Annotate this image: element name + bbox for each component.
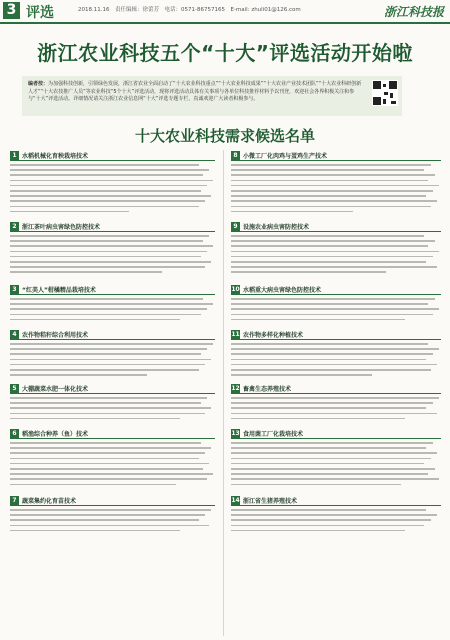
article-header bbox=[231, 221, 441, 232]
article-title: “红美人”柑橘精品栽培技术 bbox=[22, 286, 96, 294]
article-body-text bbox=[231, 298, 441, 320]
page-header bbox=[0, 0, 450, 24]
editor-note-text bbox=[28, 81, 362, 104]
article-title: 浙江省生猪养殖技术 bbox=[243, 497, 298, 505]
article bbox=[231, 383, 441, 423]
article bbox=[231, 284, 441, 324]
article-number: 6 bbox=[10, 429, 19, 438]
article-number: 5 bbox=[10, 384, 19, 393]
editor-note bbox=[22, 76, 402, 116]
article-title: 设施农业病虫害防控技术 bbox=[243, 223, 310, 231]
article-header bbox=[231, 495, 441, 506]
article-title: 蔬菜集约化育苗技术 bbox=[22, 497, 77, 505]
article-body-text bbox=[231, 235, 441, 273]
article-header bbox=[10, 150, 215, 161]
article-header bbox=[231, 383, 441, 394]
newspaper-name: 浙江科技报 bbox=[383, 5, 444, 19]
article-title: 水稻重大病虫害绿色防控技术 bbox=[243, 286, 322, 294]
article-title: 稻渔综合种养（鱼）技术 bbox=[22, 430, 89, 438]
article-title: 浙江茶叶病虫害绿色防控技术 bbox=[22, 223, 101, 231]
editor-note-label: 编者按： bbox=[28, 81, 49, 87]
article bbox=[10, 221, 215, 277]
article bbox=[10, 428, 215, 489]
column-divider bbox=[223, 150, 224, 636]
article-header bbox=[231, 284, 441, 295]
article-number: 13 bbox=[231, 429, 240, 437]
article-number: 2 bbox=[10, 222, 19, 231]
article bbox=[231, 150, 441, 216]
article-title: 水稻机械化育秧栽培技术 bbox=[22, 152, 89, 160]
article-body-text bbox=[231, 509, 441, 531]
article bbox=[10, 495, 215, 535]
article-body-text bbox=[231, 164, 441, 212]
article bbox=[10, 329, 215, 379]
article-body-text bbox=[231, 442, 441, 485]
article bbox=[231, 329, 441, 379]
article bbox=[231, 221, 441, 277]
article-title: 小微工厂化肉鸡与蛋鸡生产技术 bbox=[243, 152, 328, 160]
article-body-text bbox=[10, 235, 215, 273]
article bbox=[231, 428, 441, 489]
article-body-text bbox=[10, 442, 215, 485]
article bbox=[10, 284, 215, 324]
article-body-text bbox=[10, 397, 215, 419]
article-header bbox=[10, 221, 215, 232]
article-number: 12 bbox=[231, 384, 240, 392]
header-meta: 2018.11.16 责任编辑：徐蕾芳 电话：0571-86757165 E-mail: zhuli01@126.com bbox=[78, 7, 301, 13]
article-number: 1 bbox=[10, 151, 19, 160]
article-body-text bbox=[10, 343, 215, 376]
article-number: 9 bbox=[231, 222, 240, 231]
article-number: 7 bbox=[10, 496, 19, 505]
article-number: 14 bbox=[231, 496, 240, 504]
page-title: 浙江农业科技五个“十大”评选活动开始啦 bbox=[37, 41, 413, 65]
article-header bbox=[10, 329, 215, 340]
article-title: 大棚蔬菜水肥一体化技术 bbox=[22, 385, 89, 393]
section-subtitle: 十大农业科技需求候选名单 bbox=[134, 127, 315, 145]
qr-code-icon bbox=[372, 80, 398, 106]
article-header bbox=[10, 284, 215, 295]
article-body-text bbox=[10, 164, 215, 212]
article-header bbox=[10, 495, 215, 506]
article-body-text bbox=[231, 343, 441, 376]
article-body-text bbox=[10, 298, 215, 320]
article-number: 4 bbox=[10, 330, 19, 339]
article-number: 11 bbox=[231, 330, 240, 338]
article-number: 8 bbox=[231, 151, 240, 160]
article-header bbox=[231, 329, 441, 340]
editor-note-body: 为加强科技创新，引领绿色发展，浙江省农业全面启动了“十大农业科技重点”“十大农业科技成果”“十大农业产业技术团队”“十大农业科研创新人才”“十大农技推广人员”等农业科技“5个十大”评选活动，现将评选活动具体有关事项与各单位科技推荐材料予以刊登，欢迎社会各界积极关注和参与“十大”评选活动。详细情况请关注浙江农业信息网“十大”评选专题专栏，真诚欢迎广大读者积极参与。 bbox=[28, 81, 362, 102]
article-body-text bbox=[10, 509, 215, 531]
page-number: 3 bbox=[3, 2, 20, 19]
article-number: 3 bbox=[10, 285, 19, 294]
article-header bbox=[231, 428, 441, 439]
article-body-text bbox=[231, 397, 441, 419]
article-header bbox=[231, 150, 441, 161]
section-name: 评选 bbox=[26, 5, 54, 21]
article-header bbox=[10, 428, 215, 439]
article bbox=[231, 495, 441, 535]
article-title: 农作物多样化种植技术 bbox=[243, 331, 304, 339]
article-number: 10 bbox=[231, 285, 240, 293]
article bbox=[10, 383, 215, 423]
article-title: 农作物秸秆综合利用技术 bbox=[22, 331, 89, 339]
article-title: 畜禽生态养殖技术 bbox=[243, 385, 292, 393]
article-title: 食用菌工厂化栽培技术 bbox=[243, 430, 304, 438]
article bbox=[10, 150, 215, 216]
article-header bbox=[10, 383, 215, 394]
